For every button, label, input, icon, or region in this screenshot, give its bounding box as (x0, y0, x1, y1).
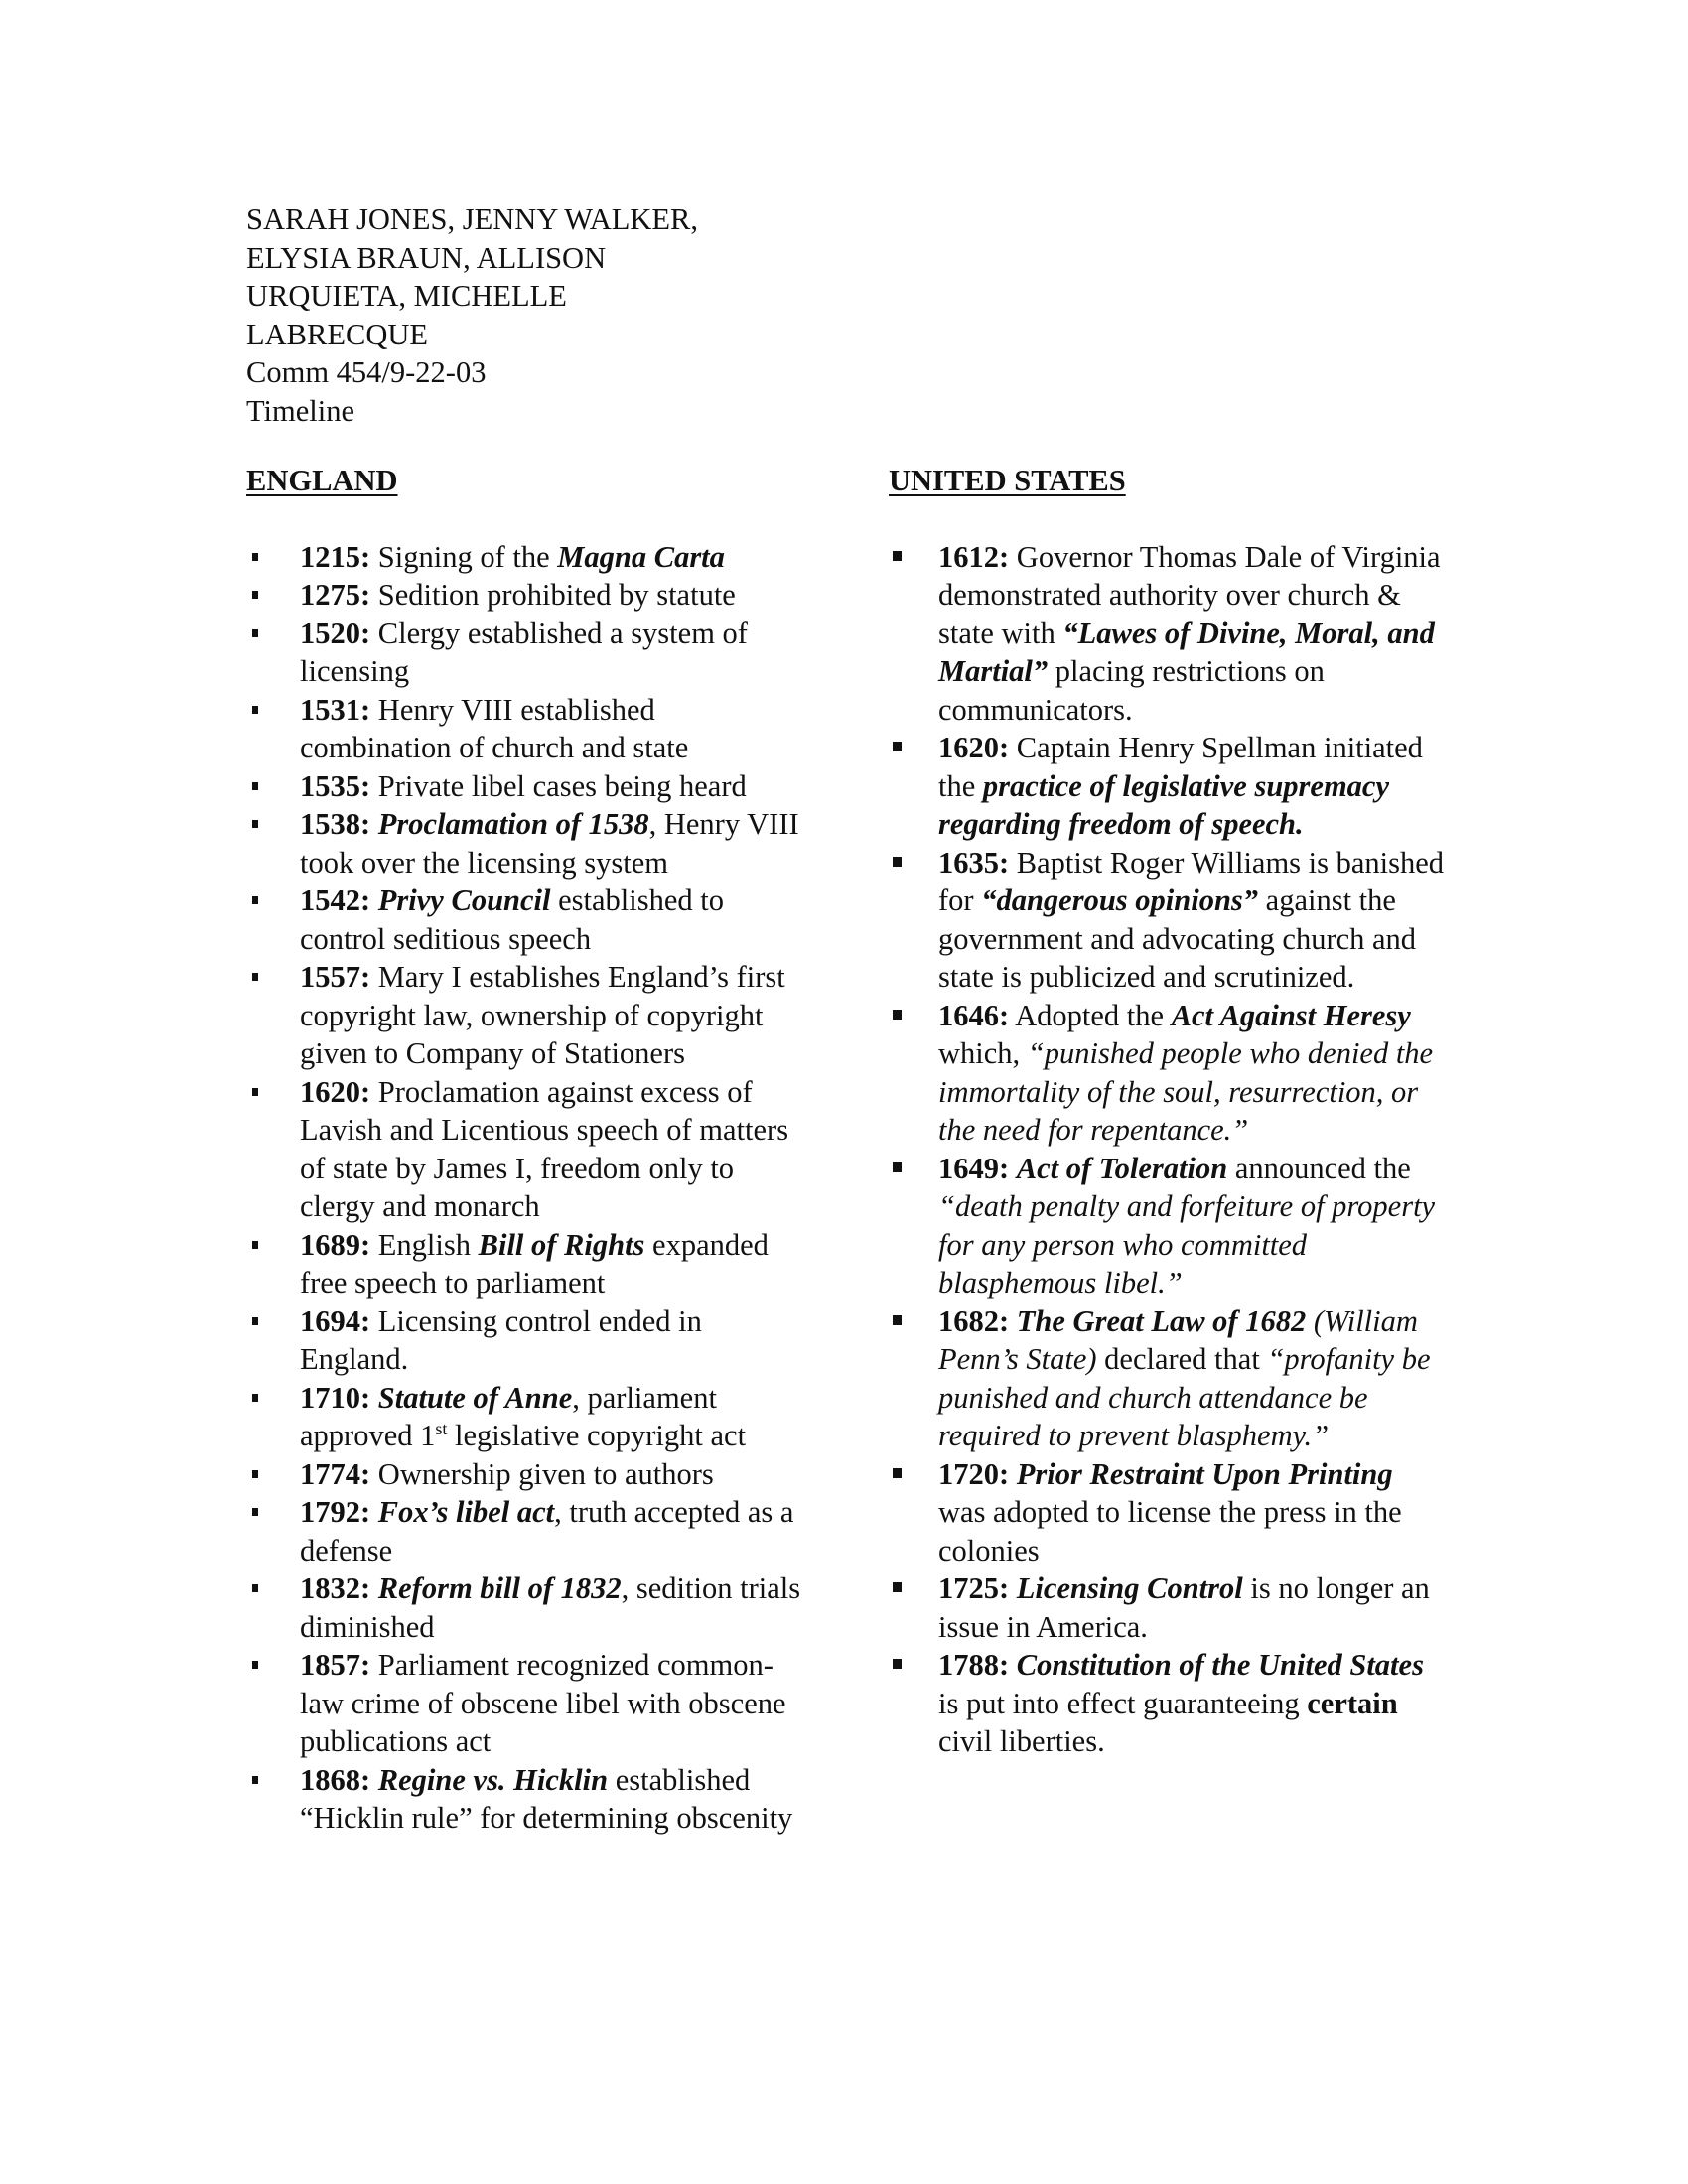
entry-text: , parliament approved 1 (300, 1380, 717, 1452)
entry-emphasis: Licensing Control (1016, 1571, 1243, 1605)
bullet-square-icon (252, 896, 258, 904)
bullet-square-icon (252, 1776, 258, 1784)
entry-text: was adopted to license the press in the colonies (938, 1495, 1402, 1568)
entry-text: Henry VIII established combination of church and state (300, 692, 689, 764)
entry-year: 1635: (938, 845, 1010, 880)
bullet-square-icon (893, 1582, 902, 1592)
entry-text: Parliament recognized common-law crime of obscene libel with obscene publications act (300, 1648, 786, 1758)
united-states-timeline (889, 538, 1445, 1761)
entry-text: Clergy established a system of licensing (300, 615, 748, 688)
entry-text: which, (938, 1036, 1028, 1070)
timeline-entry (246, 1455, 812, 1494)
entry-text: civil liberties. (938, 1724, 1105, 1758)
timeline-entry (246, 1073, 812, 1226)
entry-text: Ownership given to authors (370, 1456, 714, 1491)
entry-year: 1792: (300, 1495, 371, 1529)
timeline-entry (246, 805, 812, 882)
entry-year: 1557: (300, 960, 371, 994)
bullet-square-icon (252, 782, 258, 790)
entry-year: 1682: (938, 1303, 1010, 1338)
timeline-entry (889, 1150, 1445, 1302)
england-heading: ENGLAND (246, 464, 398, 497)
bullet-square-icon (252, 1470, 258, 1478)
entry-emphasis: certain (1307, 1686, 1398, 1720)
document-title: Timeline (246, 393, 355, 428)
bullet-square-icon (893, 857, 902, 867)
author-line-3: URQUIETA, MICHELLE (246, 279, 567, 313)
timeline-entry (246, 538, 812, 577)
bullet-square-icon (252, 553, 258, 561)
entry-year: 1275: (300, 578, 371, 612)
entry-year: 1531: (300, 692, 371, 727)
timeline-entry (889, 1570, 1445, 1646)
entry-text (370, 884, 378, 917)
entry-text: is no longer an issue in America. (938, 1571, 1430, 1644)
timeline-entry (246, 1302, 812, 1379)
timeline-entry (246, 958, 812, 1073)
timeline-entry (246, 767, 812, 806)
entry-emphasis: Bill of Rights (478, 1227, 645, 1262)
entry-year: 1694: (300, 1303, 371, 1338)
timeline-entry (246, 1379, 812, 1455)
entry-text: Private libel cases being heard (370, 768, 747, 803)
entry-emphasis: “dangerous opinions” (981, 884, 1259, 917)
entry-emphasis: Prior Restraint Upon Printing (1016, 1456, 1393, 1491)
entry-text: Baptist Roger Williams is banished for (938, 845, 1445, 917)
entry-text: legislative copyright act (447, 1419, 747, 1452)
entry-text: English (370, 1227, 479, 1262)
entry-emphasis: Act Against Heresy (1171, 998, 1411, 1032)
entry-text (1306, 1304, 1314, 1338)
timeline-entry (246, 882, 812, 958)
entry-year: 1538: (300, 807, 371, 841)
entry-year: 1710: (300, 1380, 371, 1415)
entry-emphasis: Proclamation of 1538 (377, 807, 649, 841)
entry-year: 1857: (300, 1648, 371, 1682)
entry-year: 1520: (300, 615, 371, 650)
bullet-square-icon (893, 742, 902, 751)
course-date-line: Comm 454/9-22-03 (246, 355, 487, 389)
entry-text: announced the (1227, 1151, 1411, 1185)
entry-year: 1774: (300, 1456, 371, 1491)
entry-year: 1612: (938, 539, 1010, 574)
timeline-entry (246, 1646, 812, 1761)
bullet-square-icon (252, 591, 258, 599)
entry-emphasis: “Lawes of Divine, Moral, and Martial” (938, 615, 1435, 688)
timeline-entry (246, 1570, 812, 1646)
entry-year: 1620: (300, 1074, 371, 1109)
united-states-heading: UNITED STATES (889, 464, 1126, 497)
timeline-entry (246, 1761, 812, 1838)
entry-emphasis: Statute of Anne (377, 1380, 573, 1415)
entry-text: , Henry VIII took over the licensing system (300, 807, 799, 880)
entry-emphasis: Reform bill of 1832 (377, 1571, 622, 1605)
entry-text: st (435, 1418, 448, 1438)
bullet-square-icon (252, 706, 258, 714)
entry-text (1009, 1648, 1017, 1682)
entry-text: expanded free speech to parliament (300, 1227, 769, 1299)
entry-emphasis: Regine vs. Hicklin (377, 1762, 609, 1797)
united-states-column (889, 462, 1445, 1761)
timeline-entry (246, 691, 812, 767)
entry-text: Sedition prohibited by statute (370, 578, 736, 612)
entry-quote: “profanity be punished and church attendance be required to prevent blasphemy.” (938, 1342, 1431, 1452)
entry-text (1009, 1457, 1017, 1491)
author-line-4: LABRECQUE (246, 317, 428, 351)
entry-year: 1535: (300, 768, 371, 803)
entry-emphasis: Magna Carta (557, 539, 725, 574)
author-line-1: SARAH JONES, JENNY WALKER, (246, 203, 698, 236)
entry-quote: “punished people who denied the immortality of the soul, resurrection, or the need for repentance.” (938, 1036, 1434, 1147)
entry-year: 1646: (938, 998, 1010, 1032)
entry-emphasis: Constitution of the United States (1016, 1648, 1424, 1682)
bullet-square-icon (893, 1468, 902, 1478)
entry-text (1009, 1152, 1017, 1185)
bullet-square-icon (252, 1317, 258, 1325)
timeline-entry (246, 1493, 812, 1570)
entry-quote: (William Penn’s State) (938, 1303, 1418, 1376)
entry-quote: “death penalty and forfeiture of property for any person who committed blasphemous libel.” (938, 1189, 1436, 1299)
timeline-entry (889, 538, 1445, 730)
entry-year: 1868: (300, 1762, 371, 1797)
entry-text: Captain Henry Spellman initiated the (938, 731, 1423, 803)
timeline-entry (889, 844, 1445, 997)
entry-text (370, 1495, 378, 1529)
bullet-square-icon (252, 1241, 258, 1249)
timeline-entry (889, 1302, 1445, 1455)
entry-year: 1542: (300, 884, 371, 917)
bullet-square-icon (252, 1088, 258, 1096)
bullet-square-icon (252, 1508, 258, 1516)
entry-text: Adopted the (1009, 998, 1172, 1032)
timeline-entry (889, 997, 1445, 1150)
england-timeline (246, 538, 812, 1838)
entry-text: placing restrictions on communicators. (938, 654, 1325, 727)
bullet-square-icon (893, 1010, 902, 1020)
entry-text: established “Hicklin rule” for determining obscenity (300, 1762, 793, 1835)
entry-text: against the government and advocating church and state is publicized and scrutinized. (938, 884, 1417, 994)
entry-emphasis: Act of Toleration (1016, 1151, 1228, 1185)
bullet-square-icon (893, 1315, 902, 1325)
england-column (246, 462, 812, 1838)
entry-text: Signing of the (370, 539, 558, 574)
entry-year: 1725: (938, 1571, 1010, 1605)
bullet-square-icon (252, 1584, 258, 1592)
entry-text: , truth accepted as a defense (300, 1495, 794, 1568)
timeline-entry (889, 1646, 1445, 1761)
entry-text: Governor Thomas Dale of Virginia demonstrated authority over church & state with (938, 539, 1441, 650)
document-header (246, 201, 782, 430)
entry-text (370, 807, 378, 841)
entry-emphasis: The Great Law of 1682 (1016, 1303, 1307, 1338)
bullet-square-icon (252, 820, 258, 828)
bullet-square-icon (252, 973, 258, 981)
entry-year: 1215: (300, 539, 371, 574)
entry-text (1009, 1571, 1017, 1605)
entry-year: 1649: (938, 1151, 1010, 1185)
entry-text: declared that (1096, 1342, 1268, 1376)
entry-text (1009, 1304, 1017, 1338)
entry-emphasis: Fox’s libel act (377, 1495, 555, 1529)
entry-text: Proclamation against excess of Lavish and Licentious speech of matters of state by James I, freedom only to clergy and monarch (300, 1074, 789, 1223)
entry-text: Mary I establishes England’s first copyright law, ownership of copyright given to Company of Stationers (300, 960, 785, 1070)
entry-text: , sedition trials diminished (300, 1571, 801, 1644)
timeline-entry (889, 1455, 1445, 1570)
bullet-square-icon (252, 1394, 258, 1402)
bullet-square-icon (893, 551, 902, 561)
entry-year: 1689: (300, 1227, 371, 1262)
entry-year: 1720: (938, 1456, 1010, 1491)
entry-year: 1788: (938, 1648, 1010, 1682)
entry-year: 1832: (300, 1571, 371, 1605)
timeline-entry (889, 729, 1445, 844)
entry-emphasis: practice of legislative supremacy regarding freedom of speech. (938, 768, 1389, 841)
timeline-entry (246, 1226, 812, 1302)
entry-year: 1620: (938, 731, 1010, 764)
bullet-square-icon (252, 629, 258, 637)
entry-text: Licensing control ended in England. (300, 1303, 702, 1376)
bullet-square-icon (252, 1661, 258, 1669)
author-line-2: ELYSIA BRAUN, ALLISON (246, 240, 607, 275)
bullet-square-icon (893, 1162, 902, 1172)
timeline-entry (246, 614, 812, 691)
entry-text (370, 1763, 378, 1797)
timeline-entry (246, 576, 812, 614)
entry-text (370, 1571, 378, 1605)
entry-text: is put into effect guaranteeing (938, 1686, 1308, 1720)
entry-emphasis: Privy Council (377, 884, 551, 917)
bullet-square-icon (893, 1659, 902, 1669)
entry-text: established to control seditious speech (300, 884, 724, 956)
entry-text (370, 1381, 378, 1415)
